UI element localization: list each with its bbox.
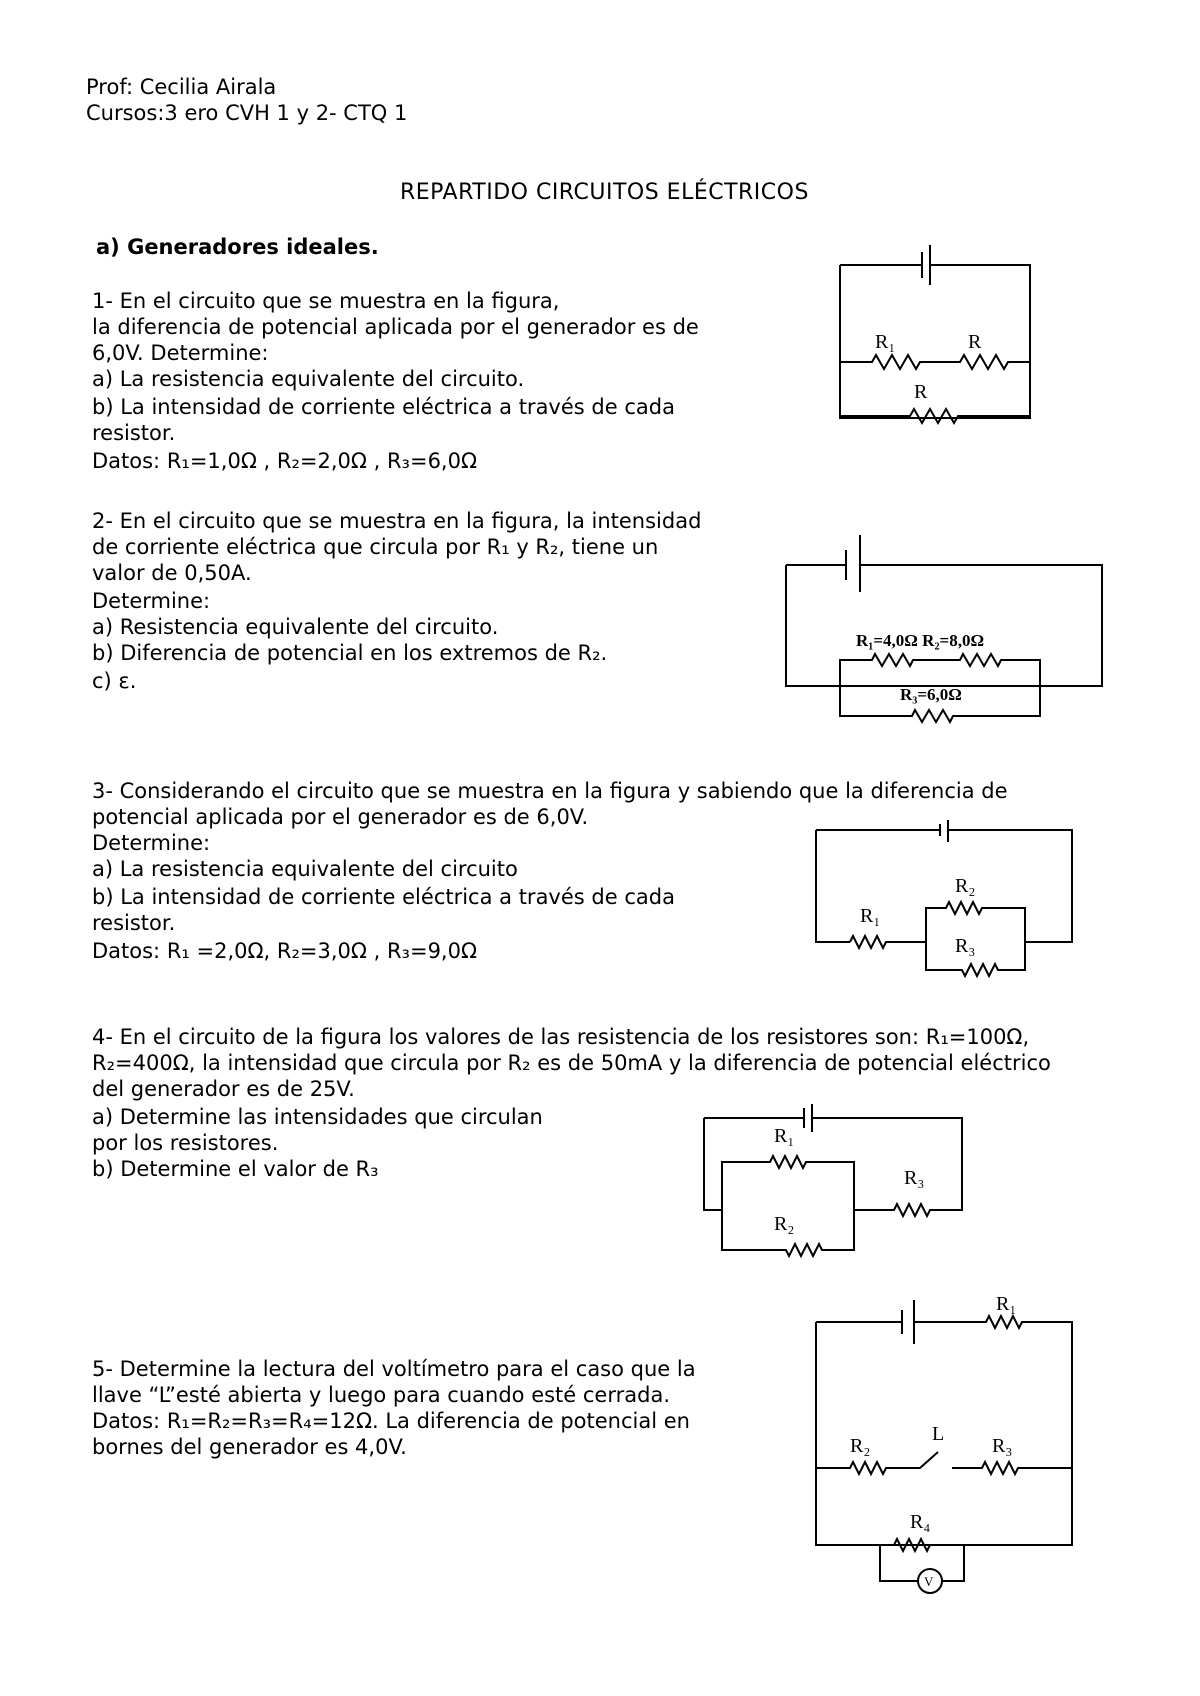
- page-title: REPARTIDO CIRCUITOS ELÉCTRICOS: [400, 180, 809, 205]
- section-heading: a) Generadores ideales.: [96, 235, 379, 259]
- problem-line: por los resistores.: [92, 1131, 279, 1155]
- resistor-label: R₃: [904, 1167, 925, 1189]
- courses-line: Cursos:3 ero CVH 1 y 2- CTQ 1: [86, 101, 408, 125]
- problem-line: Determine:: [92, 831, 211, 855]
- problem-line: b) Diferencia de potencial en los extremos de R₂.: [92, 641, 608, 665]
- problem-line: c) ε.: [92, 669, 137, 693]
- problem-line: a) Determine las intensidades que circulan: [92, 1105, 543, 1129]
- circuit-diagram-1: [830, 240, 1040, 420]
- resistor-label: R₂: [955, 875, 976, 897]
- problem-line: resistor.: [92, 911, 176, 935]
- problem-line: Determine:: [92, 589, 211, 613]
- problem-line: 3- Considerando el circuito que se muestra en la figura y sabiendo que la diferencia de: [92, 779, 1008, 803]
- resistor-label: R₃: [955, 935, 976, 957]
- problem-line: b) La intensidad de corriente eléctrica a través de cada: [92, 885, 675, 909]
- circuit-diagram-3: [810, 820, 1080, 980]
- problem-line: Datos: R₁=R₂=R₃=R₄=12Ω. La diferencia de potencial en: [92, 1409, 690, 1433]
- resistor-label: R: [968, 331, 982, 353]
- resistor-label: R₃: [992, 1435, 1013, 1457]
- problem-line: potencial aplicada por el generador es de 6,0V.: [92, 805, 589, 829]
- problem-line: R₂=400Ω, la intensidad que circula por R₂ es de 50mA y la diferencia de potencial eléctrico: [92, 1051, 1051, 1075]
- resistor-label: R₂: [774, 1213, 795, 1235]
- resistor-label: R₄: [910, 1511, 931, 1533]
- problem-line: valor de 0,50A.: [92, 561, 252, 585]
- problem-line: llave “L”esté abierta y luego para cuando esté cerrada.: [92, 1383, 670, 1407]
- resistor-value-label: R₃=6,0Ω: [900, 685, 962, 704]
- problem-line: 6,0V. Determine:: [92, 341, 269, 365]
- circuit-diagram-4: [700, 1100, 970, 1265]
- problem-line: a) La resistencia equivalente del circuito.: [92, 367, 525, 391]
- resistor-label: R: [914, 381, 928, 403]
- problem-line: b) La intensidad de corriente eléctrica a través de cada: [92, 395, 675, 419]
- problem-line: b) Determine el valor de R₃: [92, 1157, 379, 1181]
- resistor-label: R₁: [875, 331, 896, 353]
- problem-line: de corriente eléctrica que circula por R₁ y R₂, tiene un: [92, 535, 659, 559]
- resistor-label: R₁: [860, 905, 881, 927]
- switch-label: L: [932, 1423, 945, 1445]
- problem-line: la diferencia de potencial aplicada por el generador es de: [92, 315, 699, 339]
- problem-line: resistor.: [92, 421, 176, 445]
- resistor-label: R₁: [996, 1293, 1017, 1315]
- resistor-label: R₂: [850, 1435, 871, 1457]
- problem-line: a) La resistencia equivalente del circuito: [92, 857, 518, 881]
- resistor-values-label: R₁=4,0Ω R₂=8,0Ω: [856, 631, 985, 650]
- problem-line: 4- En el circuito de la figura los valores de las resistencia de los resistores son: R₁=100Ω,: [92, 1025, 1030, 1049]
- problem-line: del generador es de 25V.: [92, 1077, 355, 1101]
- voltmeter-icon: V: [924, 1574, 934, 1589]
- problem-line: a) Resistencia equivalente del circuito.: [92, 615, 499, 639]
- problem-line: Datos: R₁=1,0Ω , R₂=2,0Ω , R₃=6,0Ω: [92, 449, 478, 473]
- problem-line: 2- En el circuito que se muestra en la figura, la intensidad: [92, 509, 702, 533]
- resistor-label: R₁: [774, 1125, 795, 1147]
- problem-line: 1- En el circuito que se muestra en la figura,: [92, 289, 560, 313]
- circuit-diagram-5: [810, 1280, 1080, 1600]
- problem-line: Datos: R₁ =2,0Ω, R₂=3,0Ω , R₃=9,0Ω: [92, 939, 478, 963]
- professor-name: Prof: Cecilia Airala: [86, 75, 277, 99]
- problem-line: bornes del generador es 4,0V.: [92, 1435, 407, 1459]
- problem-line: 5- Determine la lectura del voltímetro para el caso que la: [92, 1357, 696, 1381]
- circuit-diagram-2: [780, 530, 1110, 730]
